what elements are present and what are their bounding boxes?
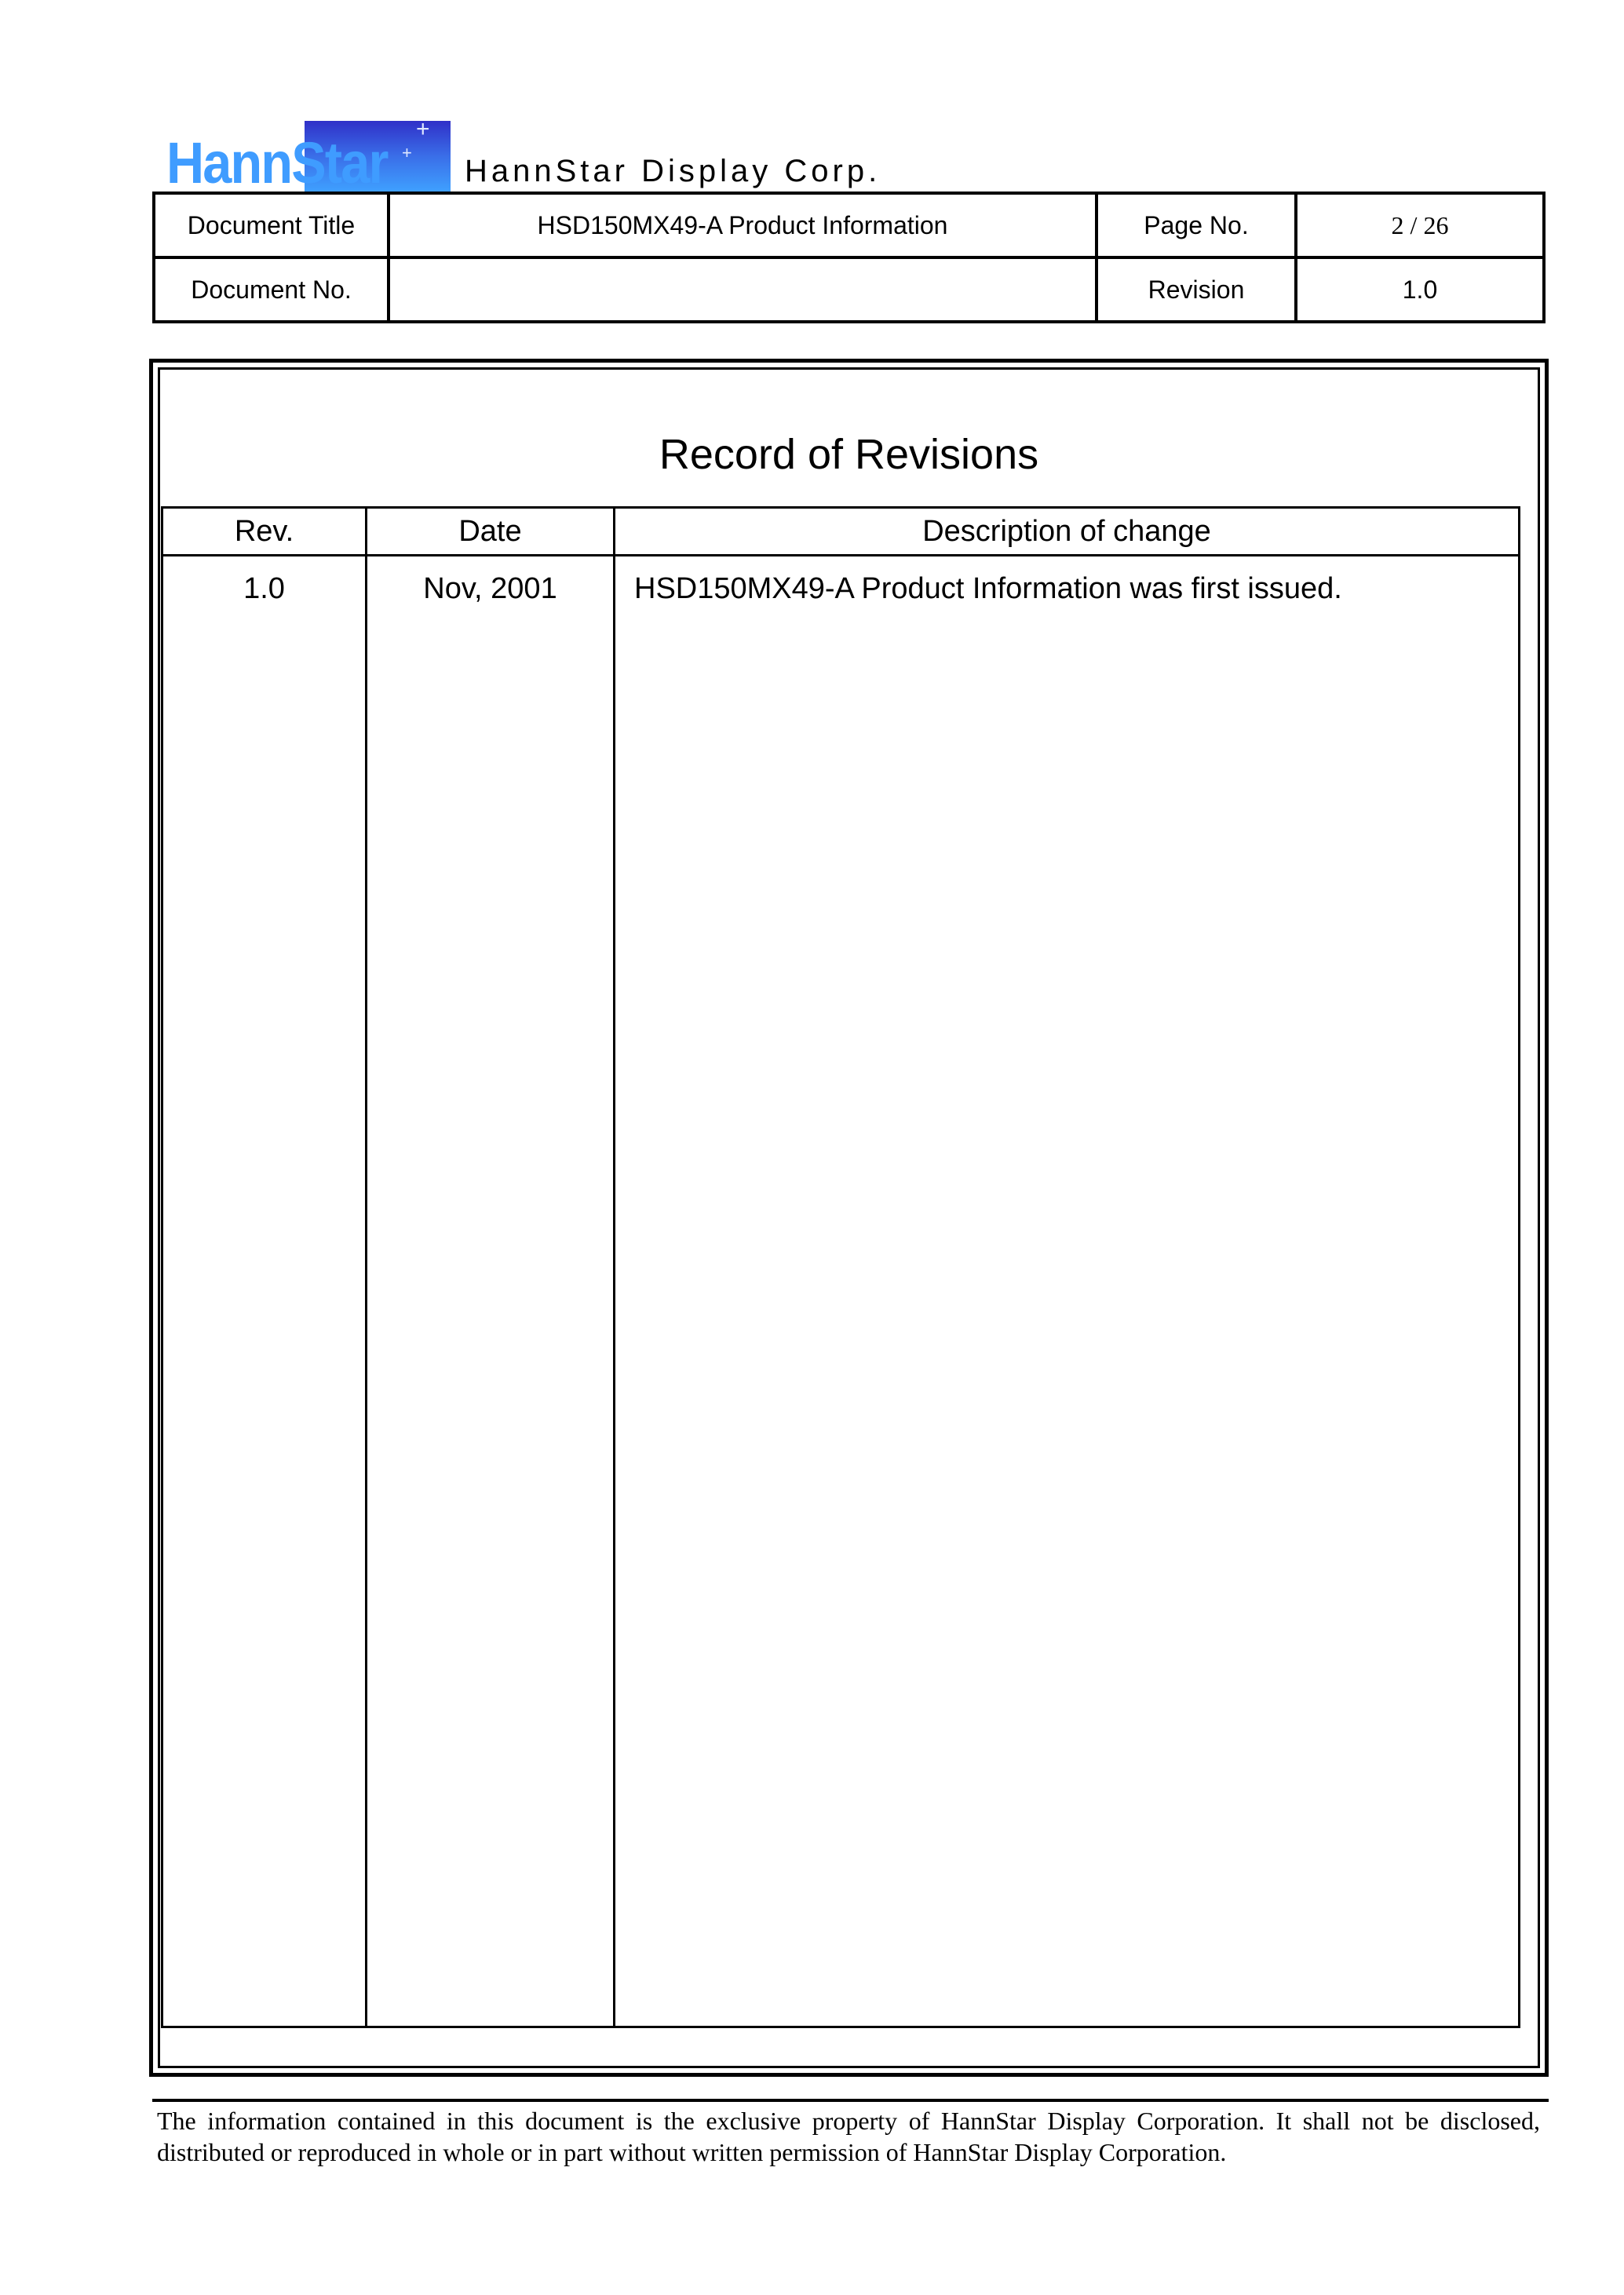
company-name: HannStar Display Corp. [465,154,881,188]
table-row [162,556,1520,2027]
document-no-value [389,257,1097,322]
document-title-label: Document Title [154,193,389,257]
column-header-rev: Rev. [162,508,367,556]
sparkle-icon: + [402,143,412,162]
page-no-value: 2 / 26 [1296,193,1544,257]
document-no-label: Document No. [154,257,389,322]
page-no-label: Page No. [1097,193,1296,257]
document-title-value: HSD150MX49-A Product Information [389,193,1097,257]
record-title: Record of Revisions [659,431,1039,478]
column-header-date: Date [367,508,615,556]
description-cell: HSD150MX49-A Product Information was first issued. [615,556,1520,2027]
revision-value: 1.0 [1296,257,1544,322]
confidentiality-notice: The information contained in this document is the exclusive property of HannStar Display Corporation. It shall not be disclosed, distributed or reproduced in whole or in part without written permission of HannStar Display Corporation. [157,2107,1540,2166]
logo-wordmark: HannStar [166,130,388,195]
hannstar-logo [166,116,451,195]
date-cell: Nov, 2001 [367,556,615,2027]
sparkle-icon: + [416,116,430,142]
column-header-description: Description of change [615,508,1520,556]
footer-divider [152,2099,1549,2102]
rev-cell: 1.0 [162,556,367,2027]
revision-label: Revision [1097,257,1296,322]
document-header-table [152,192,1546,323]
revisions-table [161,506,1520,2028]
